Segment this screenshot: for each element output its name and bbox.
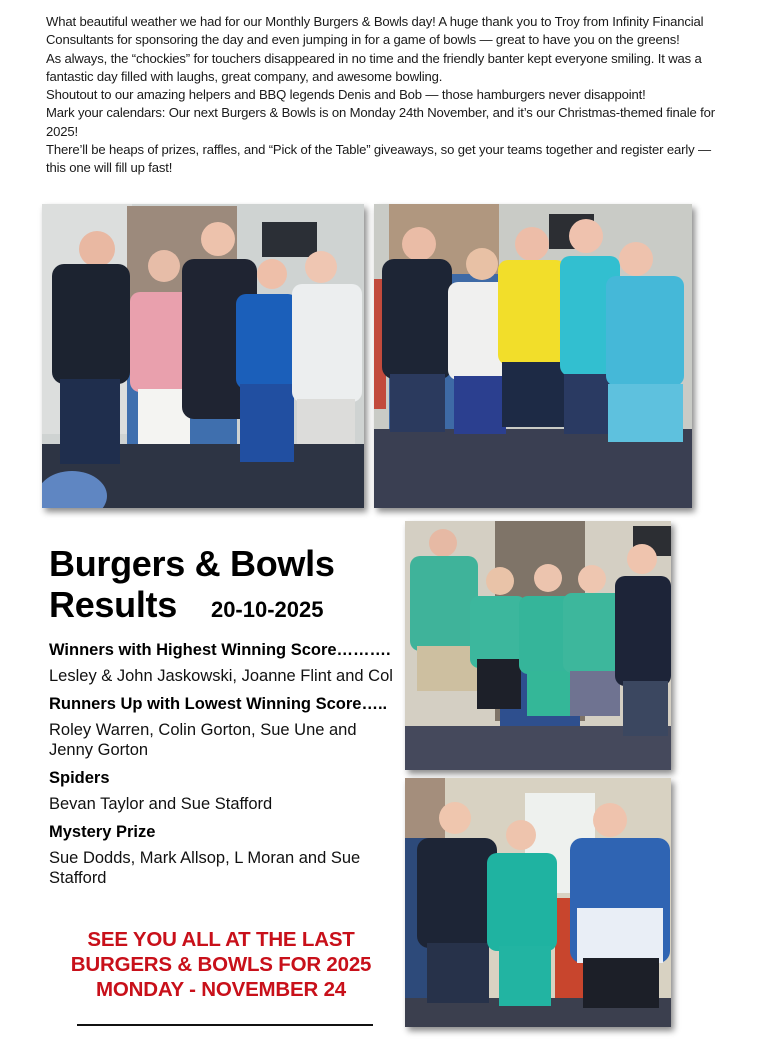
category-names-winners: Lesley & John Jaskowski, Joanne Flint and Col (49, 667, 393, 685)
photo-illustration (42, 204, 364, 508)
intro-paragraph: Shoutout to our amazing helpers and BBQ legends Denis and Bob — those hamburgers never disappoint! (46, 87, 646, 103)
intro-paragraph: As always, the “chockies” for touchers disappeared in no time and the friendly banter kept everyone smiling. It was a fantastic day filled with laughs, great company, and awesome bowling. (46, 50, 702, 84)
call-to-action (46, 927, 396, 1002)
photo-illustration (374, 204, 692, 508)
results-date: 20-10-2025 (210, 597, 324, 622)
intro-paragraph: Mark your calendars: Our next Burgers & Bowls is on Monday 24th November, and it’s our Christmas-themed finale for 2025! (46, 105, 715, 139)
category-names-runners-up: Roley Warren, Colin Gorton, Sue Une and Jenny Gorton (49, 721, 357, 759)
cta-line2: BURGERS & BOWLS FOR 2025 (70, 953, 372, 976)
cta-line3: MONDAY - NOVEMBER 24 (95, 978, 347, 1001)
intro-paragraph: There’ll be heaps of prizes, raffles, and “Pick of the Table” giveaways, so get your teams together and register early — this one will fill up fast! (46, 142, 711, 176)
category-names-mystery-prize: Sue Dodds, Mark Allsop, L Moran and Sue Stafford (49, 849, 361, 887)
results-title-line2: Results (49, 584, 177, 625)
category-heading-winners: Winners with Highest Winning Score………. (49, 641, 391, 659)
category-heading-runners-up: Runners Up with Lowest Winning Score….. (49, 695, 388, 713)
cta-line1: SEE YOU ALL AT THE LAST (87, 928, 355, 951)
results-title-line2-row (49, 584, 399, 630)
photo-illustration (405, 521, 671, 770)
category-heading-mystery-prize: Mystery Prize (49, 823, 156, 841)
group-photo-4 (405, 778, 671, 1027)
results-title (49, 543, 399, 630)
divider-rule (77, 1024, 373, 1026)
group-photo-3 (405, 521, 671, 770)
group-photo-2 (374, 204, 692, 508)
intro-text (46, 13, 716, 178)
results-section (49, 543, 399, 888)
category-heading-spiders: Spiders (49, 769, 110, 787)
group-photo-1 (42, 204, 364, 508)
photo-illustration (405, 778, 671, 1027)
intro-paragraph: What beautiful weather we had for our Monthly Burgers & Bowls day! A huge thank you to Troy from Infinity Financial Consultants for sponsoring the day and even jumping in for a game of bowls — great to have you on the greens! (46, 14, 704, 48)
category-names-spiders: Bevan Taylor and Sue Stafford (49, 795, 273, 813)
results-title-line1: Burgers & Bowls (49, 543, 335, 584)
